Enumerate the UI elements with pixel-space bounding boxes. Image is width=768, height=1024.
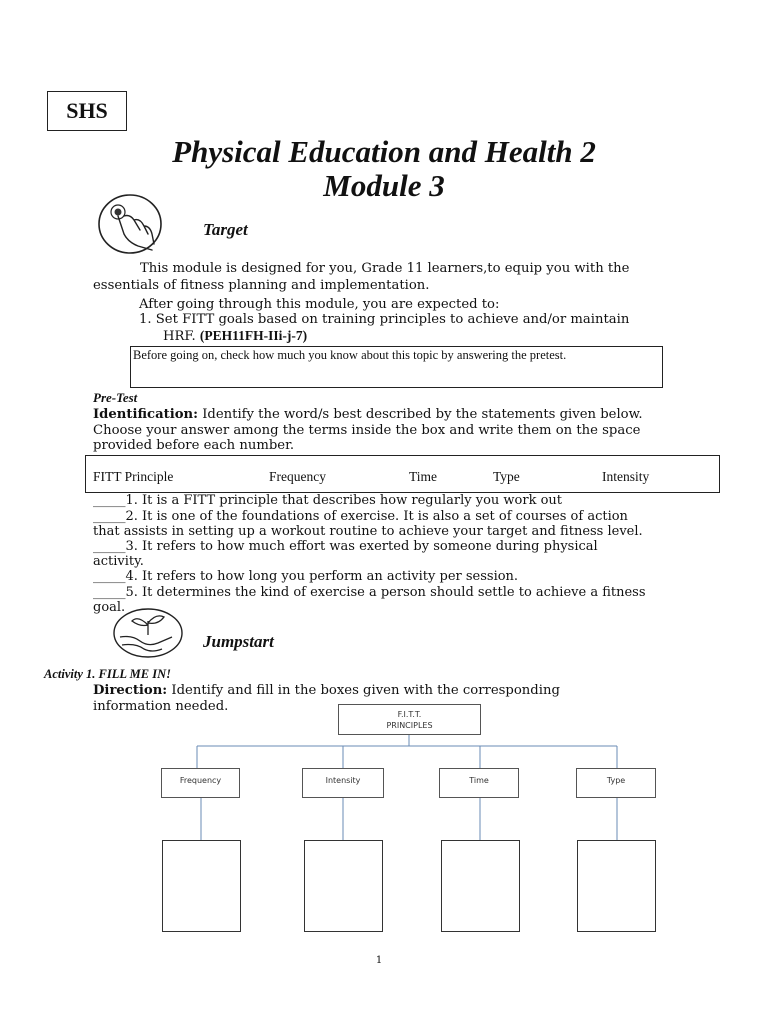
- page-number: 1: [375, 955, 383, 966]
- question-5-line1: _____5. It determines the kind of exercise a person should settle to achieve a fitness: [93, 585, 646, 600]
- term-fitt-principle: FITT Principle: [93, 469, 174, 484]
- target-para2: After going through this module, you are expected to:: [139, 297, 500, 312]
- diagram-intensity-box: Intensity: [302, 768, 384, 798]
- objective-line2: [163, 328, 307, 344]
- diagram-type-box: Type: [576, 768, 656, 798]
- question-1: _____1. It is a FITT principle that describes how regularly you work out: [93, 493, 563, 508]
- answer-box-intensity[interactable]: [304, 840, 383, 932]
- identification-text: Identify the word/s best described by the statements given below.: [198, 407, 643, 422]
- answer-box-time[interactable]: [441, 840, 520, 932]
- pretest-instruction-line1: [93, 407, 713, 422]
- direction-line1: [93, 683, 560, 698]
- jumpstart-heading: Jumpstart: [203, 632, 274, 651]
- answer-box-frequency[interactable]: [162, 840, 241, 932]
- question-4: _____4. It refers to how long you perform an activity per session.: [93, 569, 519, 584]
- diagram-time-box: Time: [439, 768, 519, 798]
- objective-code: (PEH11FH-IIi-j-7): [199, 328, 308, 343]
- objective-line2-prefix: HRF.: [163, 329, 200, 344]
- identification-label: Identification:: [93, 407, 198, 422]
- answer-box-type[interactable]: [577, 840, 656, 932]
- pretest-instruction-line3: provided before each number.: [93, 438, 295, 453]
- answer-choices-box: [85, 455, 720, 493]
- direction-label: Direction:: [93, 683, 168, 698]
- module-subtitle: Module 3: [323, 168, 445, 203]
- term-frequency: Frequency: [269, 469, 326, 484]
- direction-text: Identify and fill in the boxes given with the corresponding: [167, 683, 560, 698]
- objective-line1: 1. Set FITT goals based on training principles to achieve and/or maintain: [139, 312, 630, 327]
- term-intensity: Intensity: [602, 469, 650, 484]
- direction-line2: information needed.: [93, 699, 229, 714]
- target-heading: Target: [203, 220, 248, 239]
- pointing-hand-icon: [94, 190, 174, 254]
- pretest-instruction-line2: Choose your answer among the terms inside the box and write them on the space: [93, 423, 641, 438]
- plant-in-hands-icon: [112, 607, 184, 659]
- pretest-heading: Pre-Test: [93, 390, 138, 405]
- question-3-line2: activity.: [93, 554, 144, 569]
- diagram-root-box: [338, 704, 481, 735]
- target-para1-line2: essentials of fitness planning and implementation.: [93, 278, 430, 293]
- pretest-note-text: Before going on, check how much you know about this topic by answering the pretest.: [133, 348, 567, 362]
- term-time: Time: [409, 469, 438, 484]
- shs-badge: SHS: [47, 91, 127, 131]
- diagram-frequency-box: Frequency: [161, 768, 240, 798]
- module-title: Physical Education and Health 2: [172, 134, 596, 169]
- question-2-line2: that assists in setting up a workout routine to achieve your target and fitness level.: [93, 524, 643, 539]
- question-5-line2: goal.: [93, 600, 126, 615]
- question-2-line1: _____2. It is one of the foundations of exercise. It is also a set of courses of action: [93, 509, 628, 524]
- term-type: Type: [493, 469, 520, 484]
- diagram-root-line2: PRINCIPLES: [386, 721, 433, 730]
- activity-title: Activity 1. FILL ME IN!: [44, 667, 171, 681]
- pretest-note-box: [130, 346, 663, 388]
- target-para1-line1: This module is designed for you, Grade 11 learners,to equip you with the: [140, 261, 630, 276]
- diagram-root-line1: F.I.T.T.: [397, 710, 422, 719]
- question-3-line1: _____3. It refers to how much effort was exerted by someone during physical: [93, 539, 598, 554]
